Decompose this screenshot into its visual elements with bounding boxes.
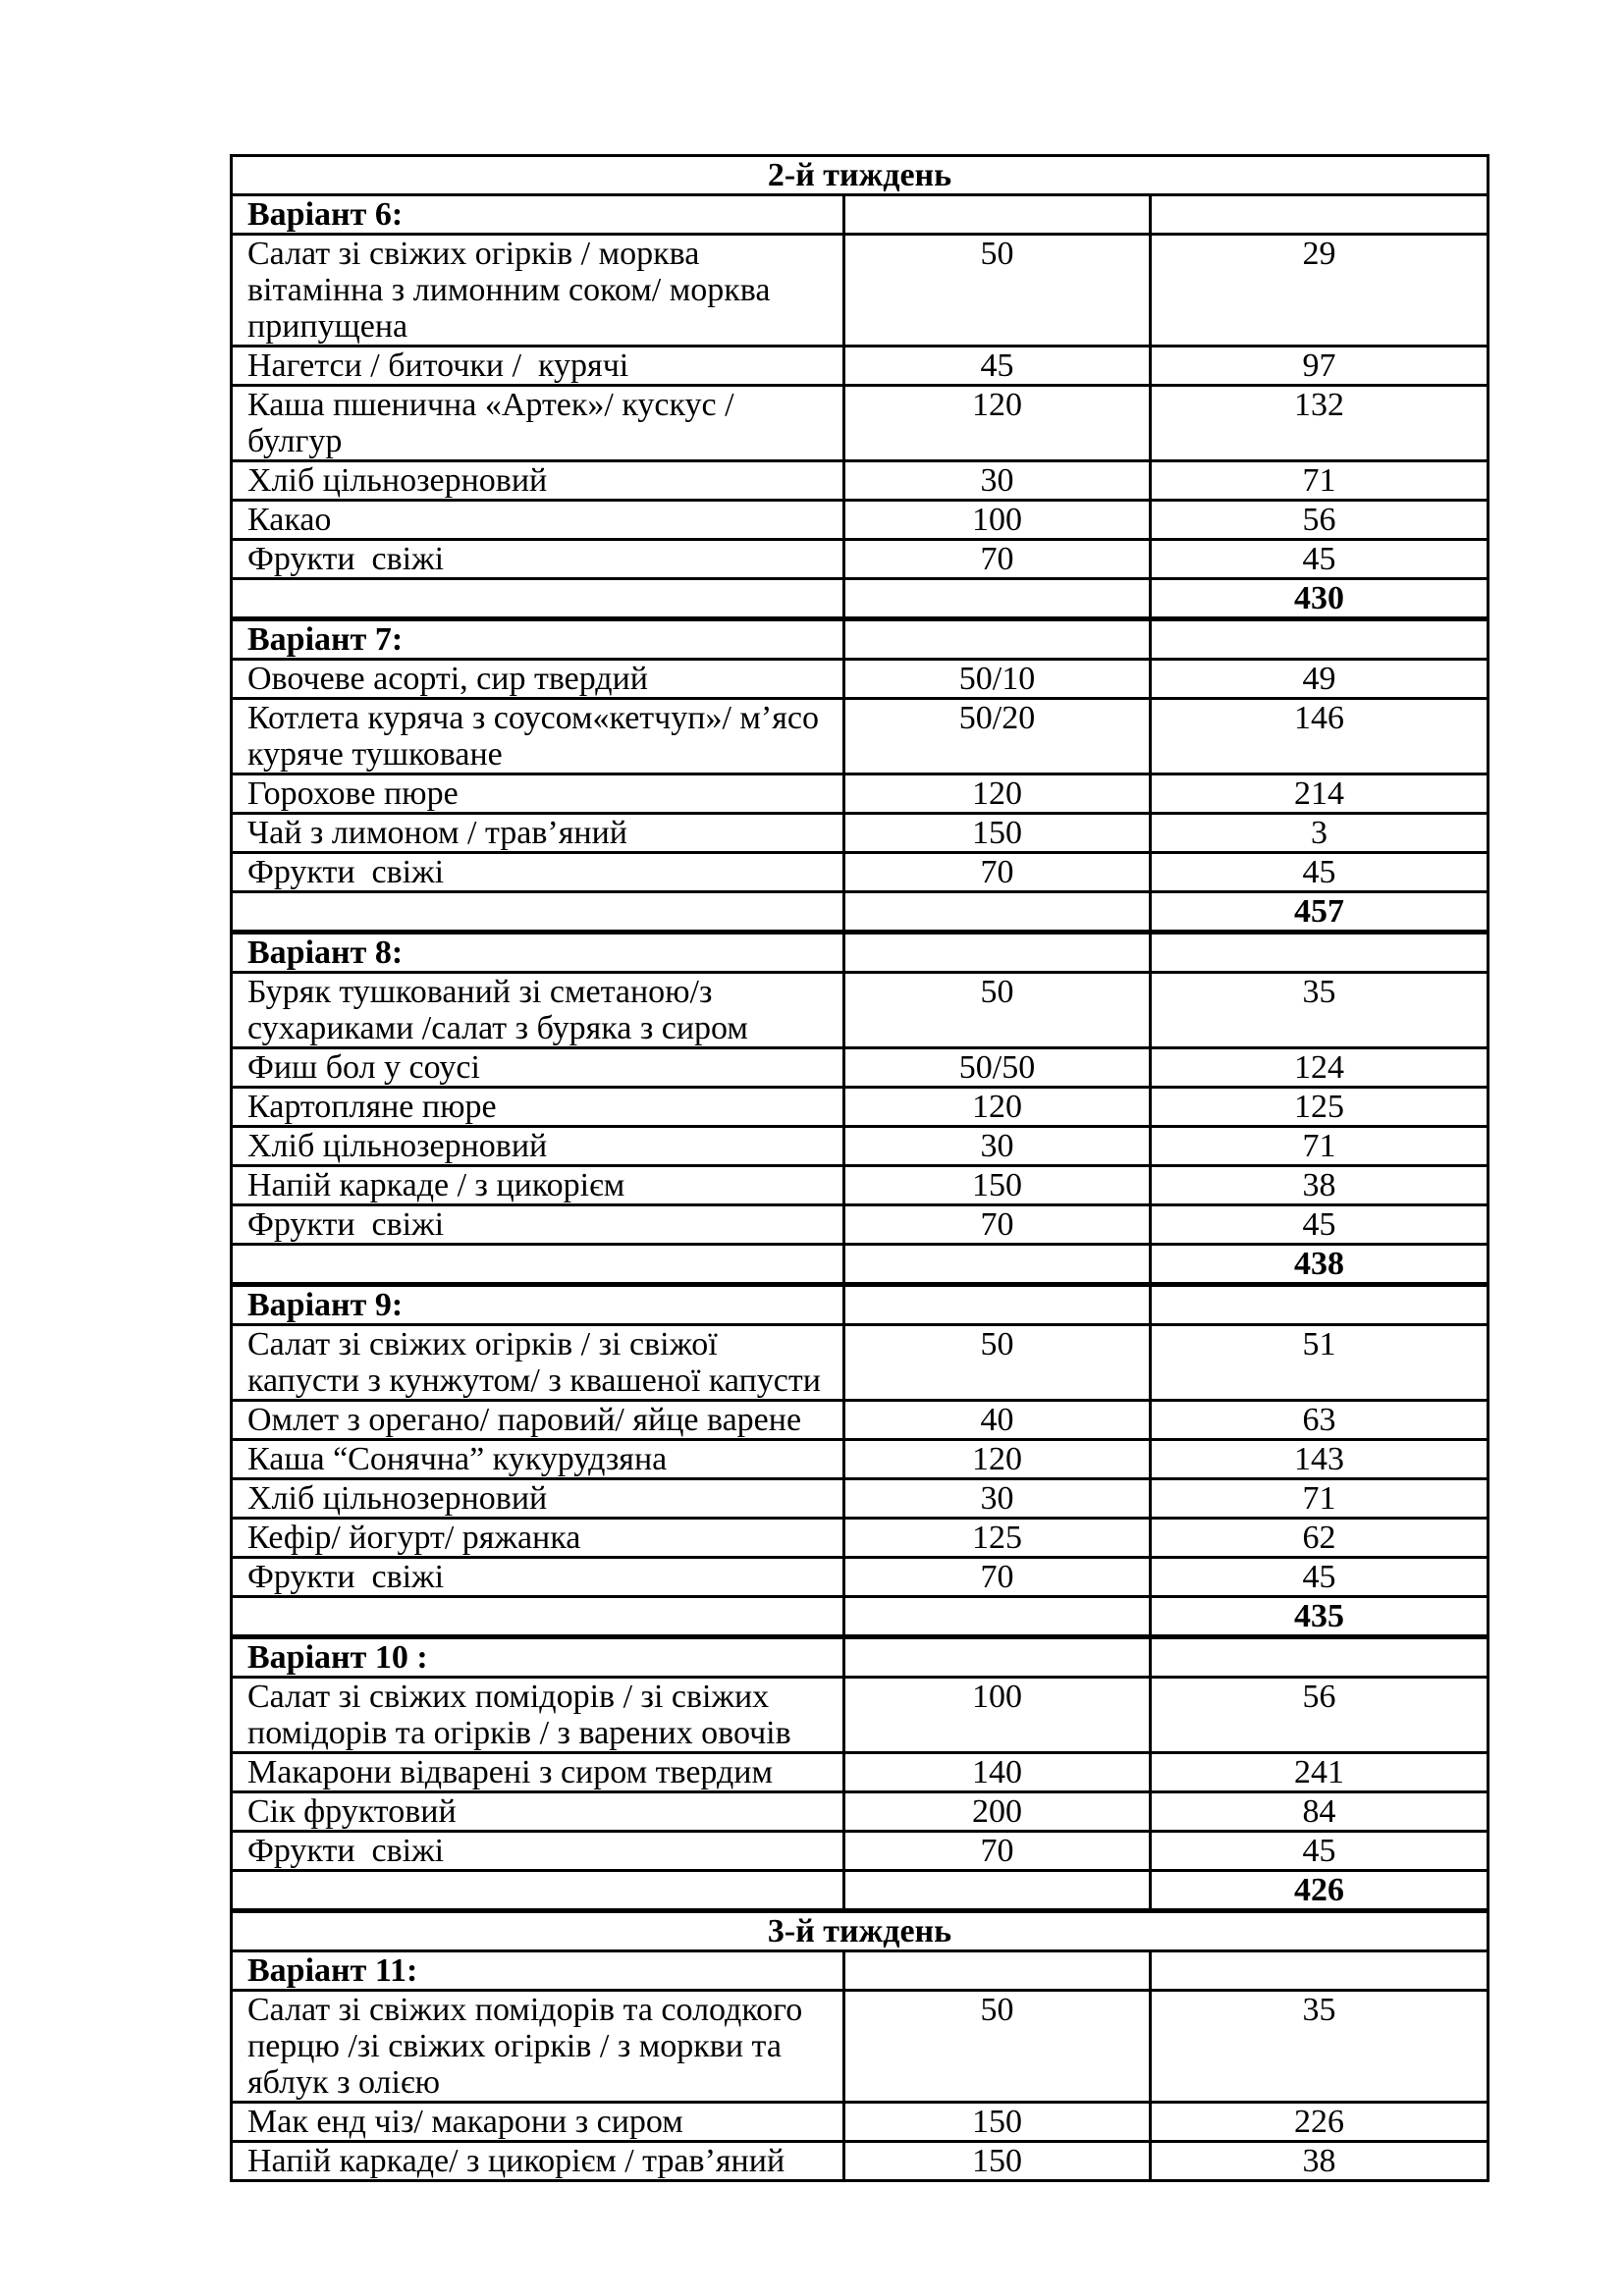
kcal-cell: 45 (1151, 1558, 1489, 1597)
menu-item-row (232, 973, 1489, 1048)
dish-name-cell: Нагетси / биточки / курячі (232, 347, 844, 386)
kcal-cell: 143 (1151, 1440, 1489, 1479)
kcal-cell: 51 (1151, 1325, 1489, 1401)
dish-name-cell: Хліб цільнозерновий (232, 461, 844, 501)
empty-portion-cell (844, 933, 1151, 973)
empty-portion-cell (844, 1951, 1151, 1991)
dish-name-cell: Фрукти свіжі (232, 540, 844, 579)
week-header-row (232, 1911, 1489, 1951)
menu-item-row (232, 2142, 1489, 2181)
variant-label-cell: Варіант 6: (232, 195, 844, 235)
empty-kcal-cell (1151, 195, 1489, 235)
menu-item-row (232, 1440, 1489, 1479)
dish-name-cell: Фрукти свіжі (232, 1558, 844, 1597)
menu-item-row (232, 1678, 1489, 1753)
portion-cell: 50 (844, 235, 1151, 347)
total-row (232, 1245, 1489, 1285)
kcal-cell: 38 (1151, 1166, 1489, 1205)
kcal-cell: 84 (1151, 1792, 1489, 1832)
menu-item-row (232, 1166, 1489, 1205)
empty-portion-cell (844, 1597, 1151, 1637)
empty-kcal-cell (1151, 619, 1489, 660)
weekly-menu-table (230, 154, 1489, 2182)
portion-cell: 70 (844, 540, 1151, 579)
portion-cell: 50 (844, 1991, 1151, 2103)
kcal-cell: 124 (1151, 1048, 1489, 1088)
total-kcal-cell: 438 (1151, 1245, 1489, 1285)
empty-dish-cell (232, 1245, 844, 1285)
menu-item-row (232, 386, 1489, 461)
dish-name-cell: Горохове пюре (232, 774, 844, 814)
portion-cell: 50/50 (844, 1048, 1151, 1088)
dish-name-cell: Картопляне пюре (232, 1088, 844, 1127)
portion-cell: 40 (844, 1401, 1151, 1440)
kcal-cell: 3 (1151, 814, 1489, 853)
menu-table-body (232, 156, 1489, 2181)
empty-kcal-cell (1151, 1637, 1489, 1678)
week-header-cell: 2-й тиждень (232, 156, 1489, 195)
portion-cell: 50/20 (844, 699, 1151, 774)
menu-item-row (232, 1127, 1489, 1166)
kcal-cell: 45 (1151, 1832, 1489, 1871)
portion-cell: 100 (844, 1678, 1151, 1753)
portion-cell: 120 (844, 386, 1151, 461)
dish-name-cell: Каша пшенична «Артек»/ кускус / булгур (232, 386, 844, 461)
portion-cell: 150 (844, 814, 1151, 853)
dish-name-cell: Сік фруктовий (232, 1792, 844, 1832)
kcal-cell: 71 (1151, 1479, 1489, 1519)
kcal-cell: 226 (1151, 2103, 1489, 2142)
menu-item-row (232, 1991, 1489, 2103)
kcal-cell: 125 (1151, 1088, 1489, 1127)
empty-dish-cell (232, 892, 844, 933)
total-row (232, 1871, 1489, 1911)
menu-item-row (232, 853, 1489, 892)
menu-item-row (232, 1479, 1489, 1519)
kcal-cell: 132 (1151, 386, 1489, 461)
kcal-cell: 62 (1151, 1519, 1489, 1558)
portion-cell: 120 (844, 1088, 1151, 1127)
portion-cell: 100 (844, 501, 1151, 540)
variant-label-cell: Варіант 9: (232, 1285, 844, 1325)
portion-cell: 150 (844, 2103, 1151, 2142)
empty-kcal-cell (1151, 1285, 1489, 1325)
dish-name-cell: Мак енд чіз/ макарони з сиром (232, 2103, 844, 2142)
total-row (232, 892, 1489, 933)
portion-cell: 120 (844, 1440, 1151, 1479)
variant-header-row (232, 1637, 1489, 1678)
dish-name-cell: Салат зі свіжих помідорів та солодкого перцю /зі свіжих огірків / з моркви та яблук з олією (232, 1991, 844, 2103)
empty-portion-cell (844, 579, 1151, 619)
portion-cell: 50 (844, 973, 1151, 1048)
kcal-cell: 71 (1151, 461, 1489, 501)
dish-name-cell: Фрукти свіжі (232, 1205, 844, 1245)
kcal-cell: 146 (1151, 699, 1489, 774)
empty-dish-cell (232, 1871, 844, 1911)
portion-cell: 200 (844, 1792, 1151, 1832)
dish-name-cell: Макарони відварені з сиром твердим (232, 1753, 844, 1792)
portion-cell: 30 (844, 461, 1151, 501)
menu-item-row (232, 235, 1489, 347)
variant-header-row (232, 1285, 1489, 1325)
menu-item-row (232, 347, 1489, 386)
kcal-cell: 45 (1151, 1205, 1489, 1245)
menu-item-row (232, 1088, 1489, 1127)
kcal-cell: 49 (1151, 660, 1489, 699)
variant-header-row (232, 1951, 1489, 1991)
dish-name-cell: Хліб цільнозерновий (232, 1127, 844, 1166)
empty-kcal-cell (1151, 1951, 1489, 1991)
kcal-cell: 56 (1151, 501, 1489, 540)
portion-cell: 70 (844, 1832, 1151, 1871)
kcal-cell: 56 (1151, 1678, 1489, 1753)
empty-portion-cell (844, 195, 1151, 235)
dish-name-cell: Фиш бол у соусі (232, 1048, 844, 1088)
kcal-cell: 214 (1151, 774, 1489, 814)
dish-name-cell: Фрукти свіжі (232, 1832, 844, 1871)
empty-portion-cell (844, 619, 1151, 660)
dish-name-cell: Кефір/ йогурт/ ряжанка (232, 1519, 844, 1558)
portion-cell: 50 (844, 1325, 1151, 1401)
kcal-cell: 35 (1151, 1991, 1489, 2103)
menu-item-row (232, 540, 1489, 579)
empty-portion-cell (844, 1285, 1151, 1325)
empty-dish-cell (232, 1597, 844, 1637)
menu-item-row (232, 501, 1489, 540)
menu-item-row (232, 699, 1489, 774)
variant-label-cell: Варіант 11: (232, 1951, 844, 1991)
dish-name-cell: Хліб цільнозерновий (232, 1479, 844, 1519)
portion-cell: 70 (844, 1205, 1151, 1245)
dish-name-cell: Напій каркаде/ з цикорієм / трав’яний (232, 2142, 844, 2181)
kcal-cell: 45 (1151, 853, 1489, 892)
total-kcal-cell: 435 (1151, 1597, 1489, 1637)
kcal-cell: 38 (1151, 2142, 1489, 2181)
menu-item-row (232, 461, 1489, 501)
menu-item-row (232, 2103, 1489, 2142)
kcal-cell: 241 (1151, 1753, 1489, 1792)
empty-portion-cell (844, 1637, 1151, 1678)
empty-kcal-cell (1151, 933, 1489, 973)
dish-name-cell: Котлета куряча з соусом«кетчуп»/ м’ясо куряче тушковане (232, 699, 844, 774)
variant-label-cell: Варіант 8: (232, 933, 844, 973)
dish-name-cell: Салат зі свіжих огірків / морква вітамінна з лимонним соком/ морква припущена (232, 235, 844, 347)
variant-header-row (232, 195, 1489, 235)
dish-name-cell: Каша “Сонячна” кукурудзяна (232, 1440, 844, 1479)
empty-portion-cell (844, 1245, 1151, 1285)
menu-item-row (232, 1205, 1489, 1245)
portion-cell: 45 (844, 347, 1151, 386)
menu-item-row (232, 1519, 1489, 1558)
total-kcal-cell: 430 (1151, 579, 1489, 619)
portion-cell: 50/10 (844, 660, 1151, 699)
total-kcal-cell: 426 (1151, 1871, 1489, 1911)
portion-cell: 30 (844, 1479, 1151, 1519)
variant-label-cell: Варіант 7: (232, 619, 844, 660)
menu-item-row (232, 1048, 1489, 1088)
menu-item-row (232, 1753, 1489, 1792)
kcal-cell: 29 (1151, 235, 1489, 347)
portion-cell: 150 (844, 1166, 1151, 1205)
kcal-cell: 45 (1151, 540, 1489, 579)
empty-portion-cell (844, 1871, 1151, 1911)
kcal-cell: 71 (1151, 1127, 1489, 1166)
variant-label-cell: Варіант 10 : (232, 1637, 844, 1678)
empty-dish-cell (232, 579, 844, 619)
portion-cell: 30 (844, 1127, 1151, 1166)
variant-header-row (232, 619, 1489, 660)
dish-name-cell: Какао (232, 501, 844, 540)
variant-header-row (232, 933, 1489, 973)
dish-name-cell: Салат зі свіжих помідорів / зі свіжих помідорів та огірків / з варених овочів (232, 1678, 844, 1753)
dish-name-cell: Салат зі свіжих огірків / зі свіжої капусти з кунжутом/ з квашеної капусти (232, 1325, 844, 1401)
dish-name-cell: Буряк тушкований зі сметаною/з сухариками /салат з буряка з сиром (232, 973, 844, 1048)
kcal-cell: 97 (1151, 347, 1489, 386)
portion-cell: 125 (844, 1519, 1151, 1558)
menu-item-row (232, 814, 1489, 853)
dish-name-cell: Чай з лимоном / трав’яний (232, 814, 844, 853)
dish-name-cell: Омлет з орегано/ паровий/ яйце варене (232, 1401, 844, 1440)
menu-item-row (232, 1558, 1489, 1597)
portion-cell: 150 (844, 2142, 1151, 2181)
total-kcal-cell: 457 (1151, 892, 1489, 933)
menu-item-row (232, 1325, 1489, 1401)
dish-name-cell: Напій каркаде / з цикорієм (232, 1166, 844, 1205)
week-header-row (232, 156, 1489, 195)
week-header-cell: 3-й тиждень (232, 1911, 1489, 1951)
portion-cell: 120 (844, 774, 1151, 814)
menu-item-row (232, 1401, 1489, 1440)
menu-item-row (232, 1792, 1489, 1832)
portion-cell: 70 (844, 853, 1151, 892)
empty-portion-cell (844, 892, 1151, 933)
portion-cell: 70 (844, 1558, 1151, 1597)
menu-item-row (232, 1832, 1489, 1871)
dish-name-cell: Овочеве асорті, сир твердий (232, 660, 844, 699)
menu-item-row (232, 774, 1489, 814)
kcal-cell: 35 (1151, 973, 1489, 1048)
total-row (232, 1597, 1489, 1637)
portion-cell: 140 (844, 1753, 1151, 1792)
kcal-cell: 63 (1151, 1401, 1489, 1440)
menu-item-row (232, 660, 1489, 699)
dish-name-cell: Фрукти свіжі (232, 853, 844, 892)
total-row (232, 579, 1489, 619)
